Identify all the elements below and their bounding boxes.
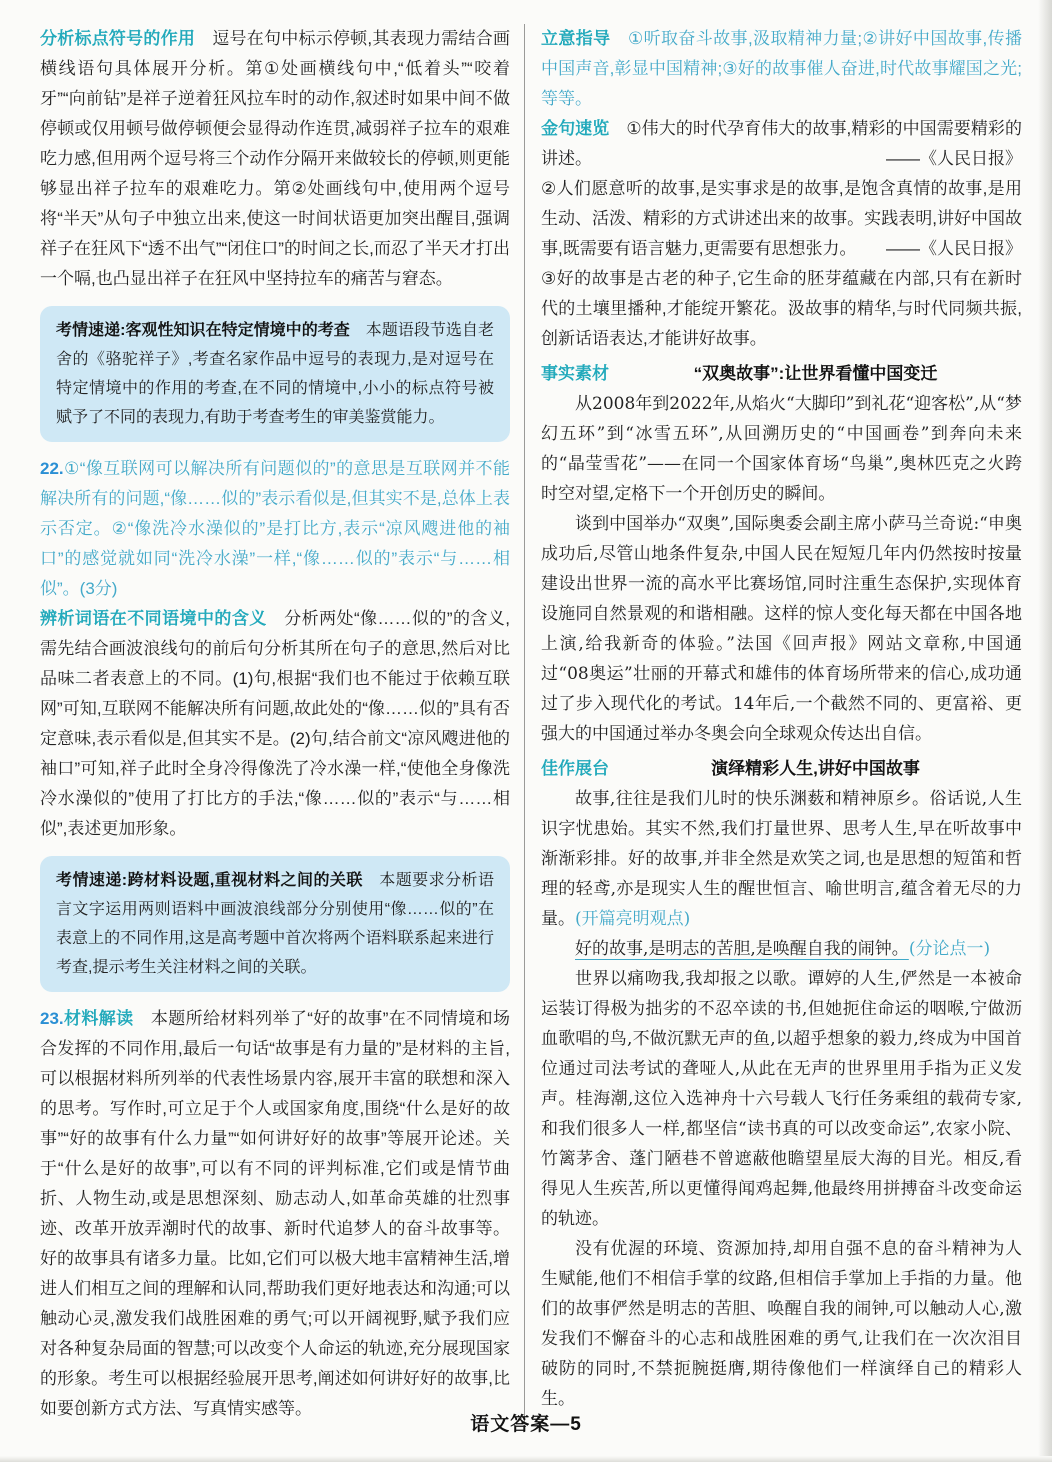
golden-quote-2 <box>541 174 1022 264</box>
right-column <box>525 24 1022 1424</box>
factual-material-title: “双奥故事”:让世界看懂中国变迁 <box>693 364 938 383</box>
analysis-punctuation-heading: 分析标点符号的作用 <box>40 29 196 48</box>
model-essay-title: 演绎精彩人生,讲好中国故事 <box>711 759 920 778</box>
answer-23-heading: 材料解读 <box>63 1009 134 1028</box>
answer-22-paragraph <box>40 454 510 604</box>
intent-guidance-paragraph <box>541 24 1022 114</box>
model-essay-subpoint-1-text: 好的故事,是明志的苦胆,是唤醒自我的闹钟。 <box>575 939 909 959</box>
exam-trend-box-2 <box>40 856 510 992</box>
model-essay-label: 佳作展台 <box>541 759 609 778</box>
answer-23-paragraph <box>40 1004 510 1424</box>
model-essay-paragraph-3: 没有优渥的环境、资源加持,却用自强不息的奋斗精神为人生赋能,他们不相信手掌的纹路,但相信手掌加上手指的力量。他们的故事俨然是明志的苦胆、唤醒自我的闹钟,可以触动人心,激发我们不懈奋斗的心志和战胜困难的勇气,让我们在一次次泪目破防的同时,不禁扼腕挺膺,期待像他们一样演绎自己的精彩人生。 <box>541 1239 1022 1409</box>
intent-guidance-label: 立意指导 <box>541 29 611 48</box>
model-essay-subpoint-1 <box>541 934 1022 964</box>
model-essay-subpoint-1-note: (分论点一) <box>908 939 991 959</box>
model-essay-paragraph-1 <box>541 784 1022 934</box>
word-context-paragraph <box>40 604 510 844</box>
model-essay-opening-note: (开篇亮明观点) <box>575 909 691 929</box>
analysis-punctuation-text: 逗号在句中标示停顿,其表现力需结合画横线语句具体展开分析。第①处画横线句中,“低着头”“咬着牙”“向前钻”是祥子逆着狂风拉车时的动作,叙述时如果中间不做停顿或仅用顿号做停顿便会显得动作连贯,减弱祥子拉车的艰难吃力感,但用两个逗号将三个动作分隔开来做较长的停顿,则更能够显出祥子拉车的艰难吃力。第②处画线句中,使用两个逗号将“半天”从句子中独立出来,使这一时间状语更加突出醒目,强调祥子在狂风下“透不出气”“闭住口”的时间之长,而忍了半天才打出一个嗝,也凸显出祥子在狂风中坚持拉车的痛苦与窘态。 <box>40 29 510 288</box>
exam-trend-box-2-paragraph <box>56 866 494 982</box>
exam-trend-box-2-text: 本题要求分析语言文字运用两则语料中画波浪线部分分别使用“像……似的”在表意上的不同作用,这是高考题中首次将两个语料联系起来进行考查,提示考生关注材料之间的关联。 <box>56 872 494 976</box>
factual-material-paragraph-1: 从2008年到2022年,从焰火“大脚印”到礼花“迎客松”,从“梦幻五环”到“冰雪五环”,从回溯历史的“中国画卷”到奔向未来的“晶莹雪花”——在同一个国家体育场“鸟巢”,奥林匹克之火跨时空对望,定格下一个开创历史的瞬间。 <box>541 394 1022 504</box>
left-column <box>40 24 524 1424</box>
model-essay-header <box>541 753 1022 784</box>
answer-22-text: ①“像互联网可以解决所有问题似的”的意思是互联网并不能解决所有的问题,“像……似的”表示看似是,但其实不是,总体上表示否定。②“像洗冷水澡似的”是打比方,表示“凉风飕进他的袖口”的感觉就如同“洗冷水澡”一样,“像……似的”表示“与……相似”。(3分) <box>40 459 510 598</box>
golden-quote-1-text: ①伟大的时代孕育伟大的故事,精彩的中国需要精彩的讲述。 <box>541 119 1023 168</box>
answer-23-text: 本题所给材料列举了“好的故事”在不同情境和场合发挥的不同作用,最后一句话“故事是有力量的”是材料的主旨,可以根据材料所列举的代表性场景内容,展开丰富的联想和深入的思考。写作时,可立足于个人或国家角度,围绕“什么是好的故事”“好的故事有什么力量”“如何讲好好的故事”等展开论述。关于“什么是好的故事”,可以有不同的评判标准,它们或是情节曲折、人物生动,或是思想深刻、励志动人,如革命英雄的壮烈事迹、改革开放弄潮时代的故事、新时代追梦人的奋斗故事等。好的故事具有诸多力量。比如,它们可以极大地丰富精神生活,增进人们相互之间的理解和认同,帮助我们更好地表达和沟通;可以触动心灵,激发我们战胜困难的勇气;可以开阔视野,赋予我们应对各种复杂局面的智慧;可以改变个人命运的轨迹,充分展现国家的形象。考生可以根据经验展开思考,阐述如何讲好好的故事,比如要创新方式方法、写真情实感等。 <box>40 1009 510 1418</box>
model-essay-paragraph-2: 世界以痛吻我,我却报之以歌。谭婷的人生,俨然是一本被命运装订得极为拙劣的不忍卒读的书,但她扼住命运的咽喉,宁做沥血歌唱的鸟,不做沉默无声的鱼,以超乎想象的毅力,终成为中国首位通过司法考试的聋哑人,从此在无声的世界里用手指为正义发声。桂海潮,这位入选神舟十六号载人飞行任务乘组的载荷专家,和我们很多人一样,都坚信“读书真的可以改变命运”,农家小院、竹篱茅舍、蓬门陋巷不曾遮蔽他瞻望星辰大海的目光。相反,看得见人生疾苦,所以更懂得闻鸡起舞,他最终用拼搏奋斗改变命运的轨迹。 <box>541 969 1022 1229</box>
exam-trend-box-1 <box>40 306 510 442</box>
page-footer: 语文答案—5 <box>470 1414 582 1435</box>
answer-22-number: 22. <box>40 459 64 478</box>
golden-quote-3-text: ③好的故事是古老的种子,它生命的胚芽蕴藏在内部,只有在新时代的土壤里播种,才能绽开繁花。汲故事的精华,与时代同频共振,创新话语表达,才能讲好故事。 <box>541 269 1022 348</box>
factual-material-paragraph-2: 谈到中国举办“双奥”,国际奥委会副主席小萨马兰奇说:“申奥成功后,尽管山地条件复杂,中国人民在短短几年内仍然按时按量建设出世界一流的高水平比赛场馆,同时注重生态保护,实现体育设施同自然景观的和谐相融。这样的惊人变化每天都在中国各地上演,给我新奇的体验。”法国《回声报》网站文章称,中国通过“08奥运”壮丽的开幕式和雄伟的体育场所带来的信心,成功通过了步入现代化的考试。14年后,一个截然不同的、更富裕、更强大的中国通过举办冬奥会向全球观众传达出自信。 <box>541 514 1022 744</box>
intent-guidance-text: ①听取奋斗故事,汲取精神力量;②讲好中国故事,传播中国声音,彰显中国精神;③好的故事催人奋进,时代故事耀国之光;等等。 <box>541 29 1023 108</box>
word-context-heading: 辨析词语在不同语境中的含义 <box>40 609 267 628</box>
word-context-text: 分析两处“像……似的”的含义,需先结合画波浪线句的前后句分析其所在句子的意思,然后对比品味二者表意上的不同。(1)句,根据“我们也不能过于依赖互联网”可知,互联网不能解决所有问题,故此处的“像……似的”具有否定意味,表示看似是,但其实不是。(2)句,结合前文“凉风飕进他的袖口”可知,祥子此时全身冷得像洗了冷水澡一样,“使他全身像洗冷水澡似的”使用了打比方的手法,“像……似的”表示“与……相似”,表述更加形象。 <box>40 609 511 838</box>
golden-quote-1 <box>541 114 1022 174</box>
exam-trend-box-2-title: 考情速递:跨材料设题,重视材料之间的关联 <box>56 872 363 889</box>
exam-trend-box-1-text: 本题语段节选自老舍的《骆驼祥子》,考查名家作品中逗号的表现力,是对逗号在特定情境中的作用的考查,在不同的情境中,小小的标点符号被赋予了不同的表现力,有助于考查考生的审美鉴赏能力。 <box>56 322 494 426</box>
exam-trend-box-1-paragraph <box>56 316 494 432</box>
golden-quote-1-source: ——《人民日报》 <box>886 149 1022 168</box>
scan-edge-right <box>1038 0 1052 1462</box>
answer-23-number: 23. <box>40 1009 64 1028</box>
scan-edge-bottom <box>0 1456 1052 1462</box>
model-essay-paragraph-1-text: 故事,往往是我们儿时的快乐渊薮和精神原乡。俗话说,人生识字忧患始。其实不然,我们打量世界、思考人生,早在听故事中渐渐彩排。好的故事,并非全然是欢笑之词,也是思想的短笛和哲理的轻鸢,亦是现实人生的醒世恒言、喻世明言,蕴含着无尽的力量。 <box>541 789 1022 929</box>
exam-trend-box-1-title: 考情速递:客观性知识在特定情境中的考查 <box>56 322 350 339</box>
analysis-punctuation-paragraph <box>40 24 510 294</box>
golden-quote-2-source: ——《人民日报》 <box>886 239 1022 258</box>
factual-material-label: 事实素材 <box>541 364 609 383</box>
golden-quote-2-text: ②人们愿意听的故事,是实事求是的故事,是饱含真情的故事,是用生动、活泼、精彩的方式讲述出来的故事。实践表明,讲好中国故事,既需要有语言魅力,更需要有思想张力。 <box>541 179 1022 258</box>
golden-quote-3 <box>541 264 1022 354</box>
factual-material-header <box>541 358 1022 389</box>
golden-quotes-label: 金句速览 <box>541 119 610 138</box>
